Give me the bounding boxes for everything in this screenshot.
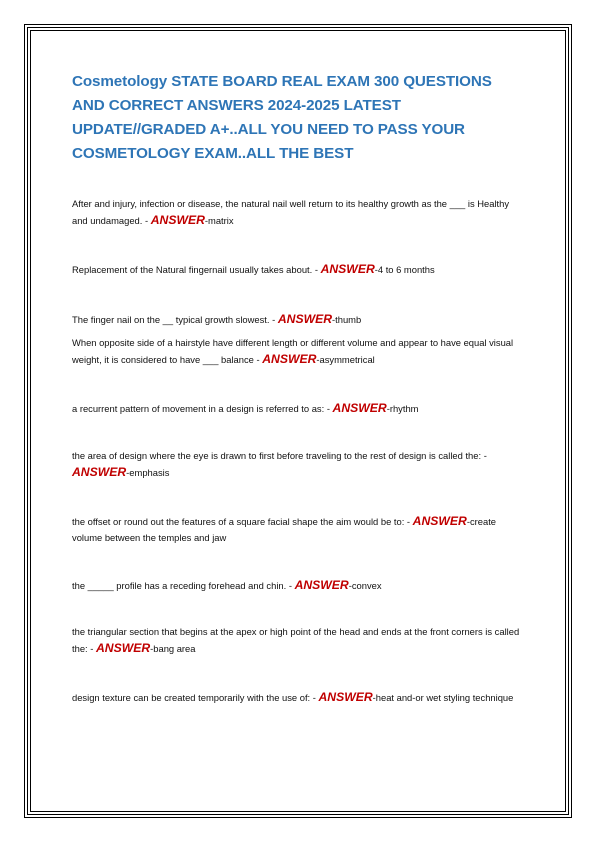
question-text: Replacement of the Natural fingernail usually takes about. -	[72, 264, 321, 275]
question-text: the _____ profile has a receding forehead and chin. -	[72, 580, 295, 591]
qa-item	[72, 513, 524, 546]
answer-label: ANSWER	[150, 213, 205, 227]
answer-text: -bang area	[150, 643, 196, 654]
document-title: Cosmetology STATE BOARD REAL EXAM 300 QUESTIONS AND CORRECT ANSWERS 2024-2025 LATEST UPDATE//GRADED A+..ALL YOU NEED TO PASS YOUR COSMETOLOGY EXAM..ALL THE BEST	[72, 73, 492, 162]
answer-label: ANSWER	[262, 352, 317, 366]
answer-label: ANSWER	[320, 262, 375, 276]
answer-label: ANSWER	[318, 690, 373, 704]
question-text: The finger nail on the __ typical growth slowest. -	[72, 314, 278, 325]
answer-text: -rhythm	[386, 403, 419, 414]
answer-text: -matrix	[204, 215, 234, 226]
answer-text: -convex	[348, 580, 382, 591]
qa-item	[72, 335, 524, 368]
question-text: the area of design where the eye is drawn to first before traveling to the rest of design is called the: -	[72, 450, 487, 461]
answer-label: ANSWER	[95, 641, 151, 655]
question-text: When opposite side of a hairstyle have different length or different volume and appear to have equal visual weight, it is considered to have ___ balance -	[72, 337, 514, 365]
qa-item	[72, 577, 524, 594]
qa-item	[72, 689, 524, 706]
question-text: the offset or round out the features of a square facial shape the aim would be to: -	[72, 516, 413, 527]
answer-label: ANSWER	[72, 465, 127, 479]
question-text: design texture can be created temporarily with the use of: -	[72, 692, 319, 703]
answer-text: -thumb	[332, 314, 362, 325]
answer-label: ANSWER	[412, 514, 467, 528]
qa-item	[72, 196, 524, 229]
answer-text: -heat and-or wet styling technique	[372, 692, 514, 703]
answer-text: -emphasis	[126, 467, 170, 478]
answer-text: -4 to 6 months	[374, 264, 435, 275]
qa-item	[72, 624, 524, 657]
question-text: the triangular section that begins at the apex or high point of the head and ends at the front corners is called the: -	[72, 626, 520, 654]
qa-item	[72, 261, 524, 278]
question-text: After and injury, infection or disease, the natural nail well return to its healthy growth as the ___ is Healthy and undamaged. -	[72, 198, 510, 226]
qa-item	[72, 400, 524, 417]
document-header	[72, 70, 524, 166]
answer-text: -asymmetrical	[316, 354, 375, 365]
answer-label: ANSWER	[277, 312, 333, 326]
qa-item	[72, 448, 524, 481]
question-text: a recurrent pattern of movement in a design is referred to as: -	[72, 403, 333, 414]
answer-text: -create volume between the temples and jaw	[72, 516, 497, 543]
answer-label: ANSWER	[332, 401, 387, 415]
qa-item	[72, 311, 524, 328]
answer-label: ANSWER	[294, 578, 349, 592]
